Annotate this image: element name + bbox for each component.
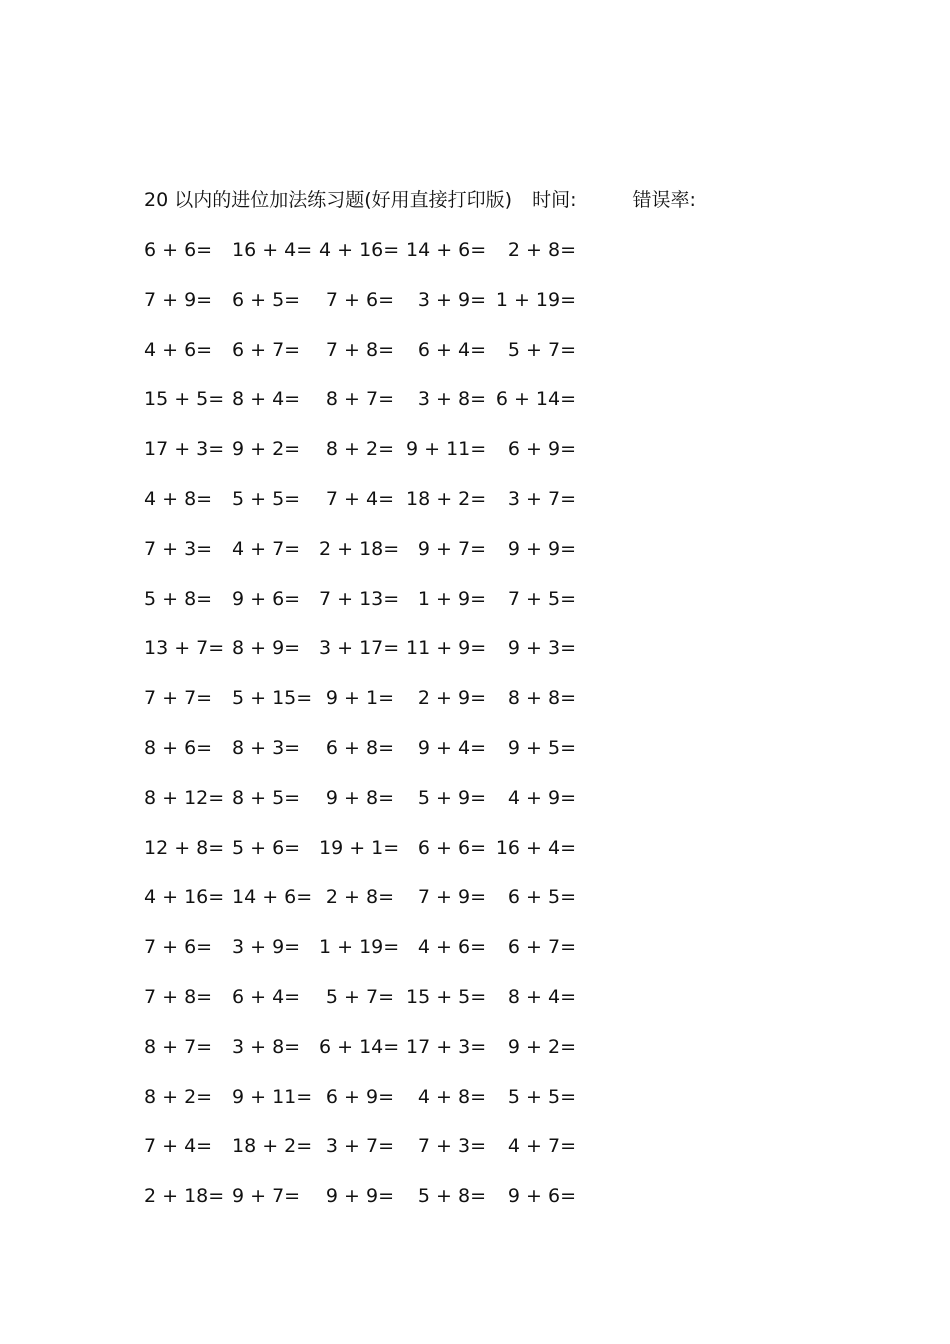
addition-problem: 9 + 5=	[507, 736, 576, 759]
addition-problem: 6 + 7=	[232, 338, 301, 361]
addition-problem: 4 + 8=	[144, 487, 213, 510]
problem-row	[144, 684, 604, 734]
addition-problem: 9 + 11=	[406, 438, 487, 461]
problem-row	[144, 535, 604, 585]
addition-problem: 6 + 8=	[325, 736, 394, 759]
addition-problem: 6 + 4=	[232, 985, 301, 1008]
addition-problem: 3 + 8=	[232, 1035, 301, 1058]
addition-problem: 7 + 7=	[144, 687, 213, 710]
addition-problem: 19 + 1=	[319, 836, 400, 859]
addition-problem: 12 + 8=	[144, 836, 225, 859]
addition-problem: 16 + 4=	[232, 239, 313, 261]
addition-problem: 17 + 3=	[144, 438, 225, 461]
addition-problem: 6 + 7=	[507, 936, 576, 959]
addition-problem: 8 + 5=	[232, 786, 301, 809]
time-label: 时间:	[532, 189, 577, 211]
addition-problem: 6 + 5=	[232, 288, 301, 311]
worksheet-header	[144, 186, 696, 214]
addition-problem: 9 + 8=	[325, 786, 394, 809]
addition-problem: 4 + 9=	[507, 786, 576, 809]
addition-problem: 13 + 7=	[144, 637, 225, 660]
problem-row	[144, 834, 604, 884]
addition-problem: 4 + 8=	[417, 1085, 486, 1108]
problem-row	[144, 435, 604, 485]
addition-problem: 15 + 5=	[406, 985, 487, 1008]
problem-row	[144, 585, 604, 635]
addition-problem: 5 + 9=	[417, 786, 486, 809]
addition-problem: 4 + 7=	[232, 537, 301, 560]
problem-row	[144, 734, 604, 784]
addition-problem: 17 + 3=	[406, 1035, 487, 1058]
addition-problem: 1 + 19=	[495, 288, 576, 311]
addition-problem: 4 + 6=	[417, 936, 486, 959]
problem-row	[144, 634, 604, 684]
addition-problem: 8 + 4=	[507, 985, 576, 1008]
error-rate-label: 错误率:	[632, 189, 696, 211]
addition-problem: 3 + 8=	[417, 388, 486, 411]
addition-problem: 18 + 2=	[232, 1135, 313, 1158]
addition-problem: 8 + 8=	[507, 687, 576, 710]
addition-problem: 7 + 6=	[325, 288, 394, 311]
addition-problem: 7 + 9=	[417, 886, 486, 909]
problem-row	[144, 983, 604, 1033]
addition-problem: 6 + 9=	[507, 438, 576, 461]
addition-problem: 9 + 2=	[507, 1035, 576, 1058]
addition-problem: 8 + 2=	[144, 1085, 213, 1108]
addition-problem: 3 + 7=	[507, 487, 576, 510]
addition-problem: 5 + 5=	[507, 1085, 576, 1108]
worksheet-title: 20 以内的进位加法练习题(好用直接打印版)	[144, 189, 513, 211]
addition-problem: 7 + 4=	[325, 487, 394, 510]
addition-problem: 5 + 15=	[232, 687, 313, 710]
addition-problem: 7 + 6=	[144, 936, 213, 959]
addition-problem: 6 + 6=	[417, 836, 486, 859]
addition-problem: 8 + 7=	[144, 1035, 213, 1058]
addition-problem: 4 + 7=	[507, 1135, 576, 1158]
addition-problem: 9 + 6=	[232, 587, 301, 610]
addition-problem: 3 + 9=	[232, 936, 301, 959]
problem-row	[144, 883, 604, 933]
addition-problem: 7 + 8=	[325, 338, 394, 361]
addition-problem: 5 + 8=	[144, 587, 213, 610]
problem-row	[144, 1132, 604, 1182]
problem-row	[144, 933, 604, 983]
addition-problem: 15 + 5=	[144, 388, 225, 411]
addition-problem: 9 + 2=	[232, 438, 301, 461]
addition-problem: 9 + 7=	[232, 1185, 301, 1208]
addition-problem: 9 + 9=	[325, 1185, 394, 1208]
addition-problem: 2 + 9=	[417, 687, 486, 710]
addition-problem: 1 + 19=	[319, 936, 400, 959]
problem-row	[144, 236, 604, 286]
addition-problem: 9 + 1=	[325, 687, 394, 710]
addition-problem: 5 + 6=	[232, 836, 301, 859]
problem-grid	[144, 236, 604, 1232]
addition-problem: 5 + 8=	[417, 1185, 486, 1208]
addition-problem: 7 + 4=	[144, 1135, 213, 1158]
addition-problem: 9 + 6=	[507, 1185, 576, 1208]
addition-problem: 7 + 5=	[507, 587, 576, 610]
addition-problem: 6 + 5=	[507, 886, 576, 909]
addition-problem: 6 + 9=	[325, 1085, 394, 1108]
addition-problem: 7 + 3=	[417, 1135, 486, 1158]
addition-problem: 14 + 6=	[232, 886, 313, 909]
addition-problem: 2 + 8=	[325, 886, 394, 909]
addition-problem: 9 + 7=	[417, 537, 486, 560]
addition-problem: 8 + 3=	[232, 736, 301, 759]
addition-problem: 2 + 8=	[507, 239, 576, 261]
problem-row	[144, 336, 604, 386]
addition-problem: 11 + 9=	[406, 637, 487, 660]
addition-problem: 18 + 2=	[406, 487, 487, 510]
problem-row	[144, 385, 604, 435]
addition-problem: 4 + 16=	[144, 886, 225, 909]
addition-problem: 9 + 4=	[417, 736, 486, 759]
problem-row	[144, 485, 604, 535]
addition-problem: 4 + 6=	[144, 338, 213, 361]
addition-problem: 5 + 5=	[232, 487, 301, 510]
addition-problem: 5 + 7=	[325, 985, 394, 1008]
addition-problem: 16 + 4=	[495, 836, 576, 859]
addition-problem: 6 + 14=	[319, 1035, 400, 1058]
addition-problem: 8 + 2=	[325, 438, 394, 461]
problem-row	[144, 1083, 604, 1133]
problem-row	[144, 286, 604, 336]
addition-problem: 3 + 9=	[417, 288, 486, 311]
addition-problem: 14 + 6=	[406, 239, 487, 261]
addition-problem: 9 + 3=	[507, 637, 576, 660]
addition-problem: 8 + 7=	[325, 388, 394, 411]
addition-problem: 7 + 9=	[144, 288, 213, 311]
addition-problem: 7 + 13=	[319, 587, 400, 610]
addition-problem: 2 + 18=	[144, 1185, 225, 1208]
addition-problem: 7 + 8=	[144, 985, 213, 1008]
addition-problem: 1 + 9=	[417, 587, 486, 610]
addition-problem: 6 + 4=	[417, 338, 486, 361]
addition-problem: 8 + 9=	[232, 637, 301, 660]
addition-problem: 6 + 6=	[144, 239, 213, 261]
addition-problem: 3 + 17=	[319, 637, 400, 660]
addition-problem: 5 + 7=	[507, 338, 576, 361]
addition-problem: 8 + 6=	[144, 736, 213, 759]
addition-problem: 9 + 11=	[232, 1085, 313, 1108]
addition-problem: 3 + 7=	[325, 1135, 394, 1158]
problem-row	[144, 1033, 604, 1083]
addition-problem: 7 + 3=	[144, 537, 213, 560]
addition-problem: 9 + 9=	[507, 537, 576, 560]
problem-row	[144, 1182, 604, 1232]
addition-problem: 2 + 18=	[319, 537, 400, 560]
problem-row	[144, 784, 604, 834]
addition-problem: 8 + 12=	[144, 786, 225, 809]
addition-problem: 6 + 14=	[495, 388, 576, 411]
addition-problem: 4 + 16=	[319, 239, 400, 261]
addition-problem: 8 + 4=	[232, 388, 301, 411]
